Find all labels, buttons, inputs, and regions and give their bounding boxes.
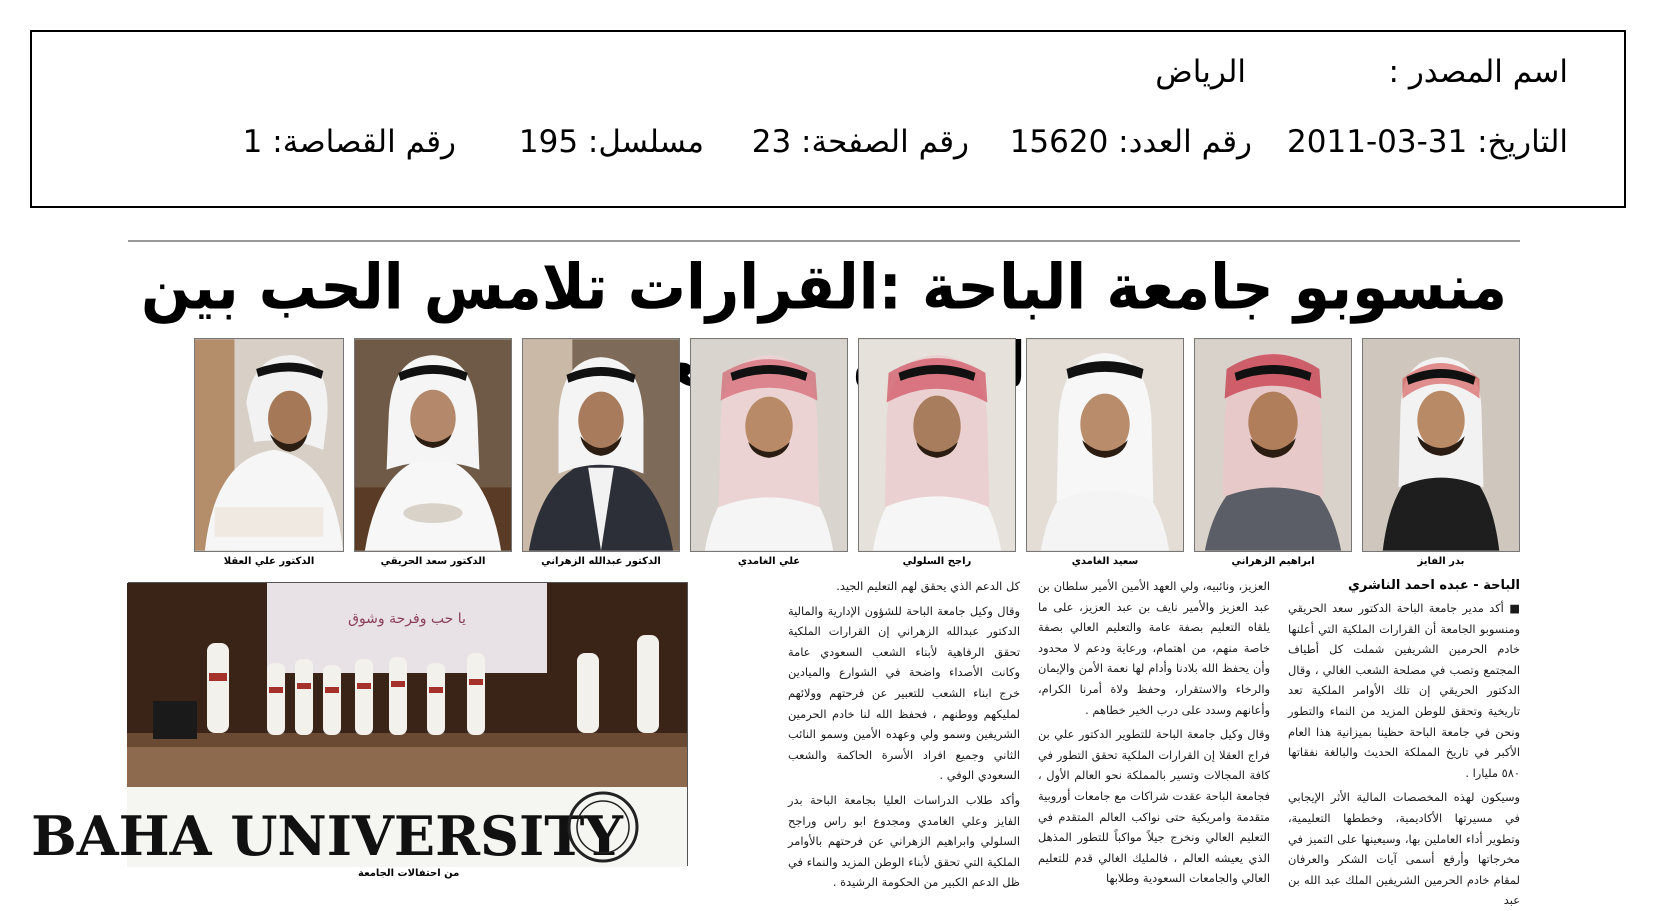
column-paragraph: العزيز، ونائبيه، ولي العهد الأمين الأمير سلطان بن عبد العزيز والأمير نايف بن عبد العزيز، على ما يلقاه التعليم بصفة عامة والتعليم العالي بصفة خاصة منهم، من اهتمام، ورعاية ودعم لا محدود وأن يحفظ الله بلادنا وأدام لها نعمة الأمن والإيمان والرخاء والاستقرار، وحفظ ولاة أمرنا الكرام، وأعانهم وسدد على درب الخير خطاهم . (1038, 579, 1270, 717)
portrait-3-image (1027, 339, 1183, 551)
portrait-8-image (195, 339, 343, 551)
column-paragraph: ■ أكد مدير جامعة الباحة الدكتور سعد الحريقي ومنسوبو الجامعة أن القرارات الملكية التي أعلنها خادم الحرمين الشريفين شملت كل أطياف المجتمع وتصب في مصلحة الشعب الغالي ، وقال الدكتور الحريقي إن تلك الأوامر الملكية تعد تاريخية وتحقق للوطن المزيد من النماء والتطور ونحن في جامعة الباحة حظينا بميزانية هذا العام الأكبر في تاريخ المملكة الحديث والبالغة نفقاتها ٥٨٠ مليارا . (1288, 601, 1520, 780)
portrait-4-image (859, 339, 1015, 551)
source-info-box (30, 30, 1626, 208)
source-value: الرياض (1155, 54, 1246, 90)
portrait-caption: الدكتور عبدالله الزهراني (541, 556, 661, 567)
portrait-caption: الدكتور سعد الحريقي (380, 556, 486, 567)
top-rule (128, 240, 1520, 242)
article-column-1 (1288, 598, 1520, 908)
portrait-caption: ابراهيم الزهراني (1231, 556, 1315, 567)
portrait-photo (1194, 338, 1352, 552)
article-headline: منسوبو جامعة الباحة :القرارات تلامس الحب بين (140, 250, 1508, 324)
page-number-field: رقم الصفحة: 23 (751, 124, 969, 160)
serial-field: مسلسل: 195 (518, 124, 704, 160)
celebration-photo-image (31, 583, 687, 868)
portrait-caption: علي الغامدي (737, 556, 801, 567)
column-paragraph: وقال وكيل جامعة الباحة للتطوير الدكتور علي بن فراج العقلا إن القرارات الملكية تحقق التطور في كافة المجالات وتسير بالمملكة نحو العالم الأول ، فجامعة الباحة عقدت شراكات مع جامعات أوروبية متقدمة وامريكية حتى نواكب العالم المتقدم في التعليم العالي ونخرج جيلاً مواكباً للتطور المذهل الذي يعيشه العالم ، فالمليك الغالي قدم للتعليم العالي والجامعات السعودية وطلابها (1038, 727, 1270, 886)
column-paragraph: كل الدعم الذي يحقق لهم التعليم الجيد. (836, 579, 1020, 593)
portrait-5-image (691, 339, 847, 551)
portrait-photo (858, 338, 1016, 552)
portrait-6-image (523, 339, 679, 551)
portraits-row (128, 338, 1520, 568)
issue-number-field: رقم العدد: 15620 (1009, 124, 1252, 160)
portrait-photo (690, 338, 848, 552)
portrait-2-image (1195, 339, 1351, 551)
portrait-photo (194, 338, 344, 552)
clip-number-field: رقم القصاصة: 1 (242, 124, 456, 160)
portrait-photo (354, 338, 512, 552)
stage-screen-text: يا حب وفرحة وشوق (348, 611, 466, 627)
banner-text: BAHA UNIVERSITY (31, 804, 623, 868)
newspaper-clipping (31, 236, 1520, 908)
column-paragraph: وسيكون لهذه المخصصات المالية الأثر الإيجابي في مسيرتها الأكاديمية، وخططها التعليمية، وتطوير أداء العاملين بها، وسيعينها على التميز في مخرجاتها وأرفع أسمى آيات الشكر والعرفان لمقام خادم الحرمين الشريفين الملك عبد الله بن عبد (1288, 790, 1520, 908)
source-label: اسم المصدر : (1388, 54, 1568, 90)
portrait-photo (1362, 338, 1520, 552)
portrait-caption: الدكتور علي العقلا (223, 556, 315, 567)
article-column-3 (788, 576, 1020, 888)
photo-caption: من احتفالات الجامعة (358, 868, 460, 879)
article-column-2 (1038, 576, 1270, 888)
portrait-photo (522, 338, 680, 552)
column-paragraph: وأكد طلاب الدراسات العليا بجامعة الباحة بدر الفايز وعلي الغامدي ومجدوع ابو راس وراجح السلولي وابراهيم الزهراني عن فرحتهم بالأوامر الملكية التي تحقق لأبناء الوطن المزيد والنماء في ظل الدعم الكبير من الحكومة الرشيدة . (788, 792, 1020, 890)
portrait-7-image (355, 339, 511, 551)
article-byline: الباحة - عبده احمد الناشري (1347, 578, 1520, 593)
portrait-1-image (1363, 339, 1519, 551)
celebration-photo (31, 582, 688, 868)
portrait-photo (1026, 338, 1184, 552)
column-paragraph: وقال وكيل جامعة الباحة للشؤون الإدارية والمالية الدكتور عبدالله الزهراني إن القرارات الملكية تحقق الرفاهية لأبناء الشعب السعودي عامة وكانت الأصداء واضحة في الشوارع والميادين خرج ابناء الشعب للتعبير عن فرحتهم وولائهم لمليكهم ووطنهم ، فحفظ الله لنا خادم الحرمين الشريفين وسمو ولي وعهده الأمين وسمو النائب الثاني وجميع افراد الأسرة الحاكمة والشعب السعودي الوفي . (788, 603, 1020, 783)
portrait-caption: سعيد الغامدي (1071, 556, 1139, 567)
portrait-caption: راجح السلولي (902, 556, 972, 567)
date-field: التاريخ: 31-03-2011 (1287, 124, 1568, 160)
portrait-caption: بدر الفايز (1417, 556, 1465, 567)
